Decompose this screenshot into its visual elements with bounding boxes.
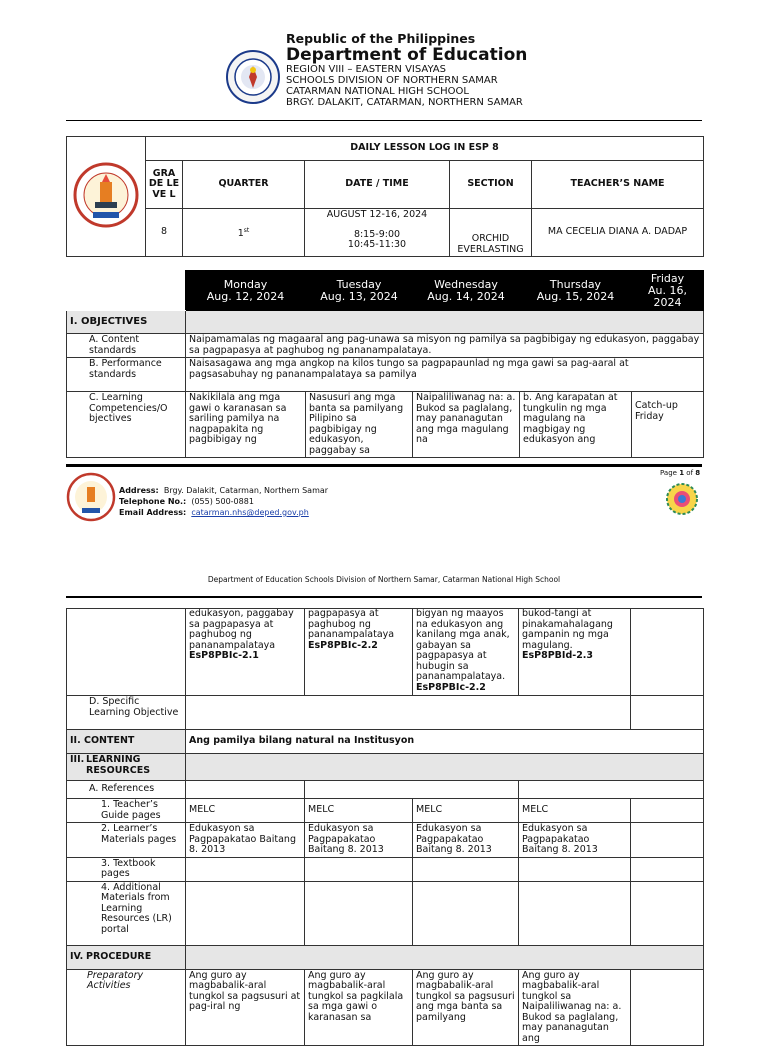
cont-friday — [631, 609, 704, 696]
tb-friday — [631, 857, 704, 881]
tb-wednesday — [413, 857, 519, 881]
competency-monday: Nakikilala ang mga gawi o karanasan sa sariling pamilya na nagpapakita ng pagbibigay ng — [186, 392, 306, 458]
am-thursday — [519, 881, 631, 945]
footer-school-seal-icon — [66, 472, 116, 522]
am-monday — [186, 881, 305, 945]
tb-thursday — [519, 857, 631, 881]
header-line-school: CATARMAN NATIONAL HIGH SCHOOL — [286, 86, 469, 97]
additional-materials-label: 4. Additional Materials from Learning Resources (LR) portal — [67, 881, 186, 945]
matatag-logo-icon — [665, 482, 699, 516]
footer-email: Email Address: catarman.nhs@deped.gov.ph — [119, 508, 309, 517]
tg-thursday: MELC — [519, 799, 631, 823]
log-title: DAILY LESSON LOG IN ESP 8 — [146, 137, 704, 161]
performance-standards-label: B. Performance standards — [67, 358, 186, 392]
cont-tuesday: pagpapasya at paghubog ng pananampalataya EsP8PBIc-2.2 — [305, 609, 413, 696]
date-time-value: AUGUST 12-16, 2024 8:15-9:00 10:45-11:30 — [305, 209, 450, 257]
textbook-label: 3. Textbook pages — [67, 857, 186, 881]
header-line-division: SCHOOLS DIVISION OF NORTHERN SAMAR — [286, 75, 498, 86]
objectives-heading-fill — [186, 311, 704, 334]
objectives-heading: I. OBJECTIVES — [67, 311, 186, 334]
tb-tuesday — [305, 857, 413, 881]
page2-header: Department of Education Schools Division of Northern Samar, Catarman National High School — [207, 575, 561, 584]
grade-value: 8 — [146, 209, 183, 257]
prep-wednesday: Ang guro ay magbabalik-aral tungkol sa pagsusuri ang mga banta sa pamilyang — [413, 969, 519, 1046]
performance-standards-text: Naisasagawa ang mga angkop na kilos tungo sa pagpapaunlad ng mga gawi sa pag-aaral at pagsasabuhay ng pananampalataya sa pamilya — [186, 358, 704, 392]
procedure-fill — [186, 945, 704, 969]
section-value: ORCHID EVERLASTING — [450, 209, 532, 257]
lm-monday: Edukasyon sa Pagpapakatao Baitang 8. 2013 — [186, 823, 305, 858]
days-header-blank — [67, 271, 186, 311]
col-date-time: DATE / TIME — [305, 161, 450, 209]
am-tuesday — [305, 881, 413, 945]
lm-tuesday: Edukasyon sa Pagpapakatao Baitang 8. 2013 — [305, 823, 413, 858]
am-wednesday — [413, 881, 519, 945]
competency-wednesday: Naipaliliwanag na: a. Bukod sa paglalang, may pananagutan ang mga magulang na — [413, 392, 520, 458]
day-wednesday: Wednesday Aug. 14, 2024 — [413, 271, 520, 311]
competency-thursday: b. Ang karapatan at tungkulin ng mga magulang na magbigay ng edukasyon ang — [520, 392, 632, 458]
lesson-plan-table — [66, 608, 704, 1046]
day-tuesday: Tuesday Aug. 13, 2024 — [306, 271, 413, 311]
objectives-table — [66, 270, 704, 458]
page-number: Page 1 of 8 — [660, 469, 701, 477]
tg-monday: MELC — [186, 799, 305, 823]
lm-thursday: Edukasyon sa Pagpapakatao Baitang 8. 2013 — [519, 823, 631, 858]
tb-monday — [186, 857, 305, 881]
cont-wednesday: bigyan ng maayos na edukasyon ang kanilang mga anak, gabayan sa pagpapasya at hubugin sa pananampalataya. EsP8PBIc-2.2 — [413, 609, 519, 696]
deped-seal-icon — [226, 50, 280, 104]
department-title: Department of Education — [286, 45, 528, 65]
learning-resources-heading: III. LEARNING RESOURCES — [67, 754, 186, 781]
day-friday: Friday Au. 16, 2024 — [632, 271, 704, 311]
prep-thursday: Ang guro ay magbabalik-aral tungkol sa Naipaliliwanag na: a. Bukod sa paglalang, may pananagutan ang — [519, 969, 631, 1046]
content-value: Ang pamilya bilang natural na Institusyon — [186, 730, 704, 754]
header-line-address: BRGY. DALAKIT, CATARMAN, NORTHERN SAMAR — [286, 97, 523, 108]
tg-tuesday: MELC — [305, 799, 413, 823]
col-teacher-name: TEACHER’S NAME — [532, 161, 704, 209]
references-monday — [186, 781, 305, 799]
competency-friday: Catch-up Friday — [632, 392, 704, 458]
tg-friday — [631, 799, 704, 823]
content-heading: II. CONTENT — [67, 730, 186, 754]
day-thursday: Thursday Aug. 15, 2024 — [520, 271, 632, 311]
col-grade-level: GRA DE LEVE L — [146, 161, 183, 209]
col-section: SECTION — [450, 161, 532, 209]
info-table — [66, 136, 704, 257]
footer-address: Address: Brgy. Dalakit, Catarman, Northern Samar — [119, 486, 329, 495]
col-quarter: QUARTER — [183, 161, 305, 209]
content-standards-label: A. Content standards — [67, 334, 186, 358]
school-seal-icon — [73, 162, 139, 228]
references-label: A. References — [67, 781, 186, 799]
prep-tuesday: Ang guro ay magbabalik-aral tungkol sa pagkilala sa mga gawi o karanasan sa — [305, 969, 413, 1046]
specific-objective-value — [186, 696, 631, 730]
email-link[interactable]: catarman.nhs@deped.gov.ph — [191, 508, 309, 517]
footer-phone: Telephone No.: (055) 500-0881 — [119, 497, 254, 506]
tg-wednesday: MELC — [413, 799, 519, 823]
lm-friday — [631, 823, 704, 858]
header-line-region: REGION VIII – EASTERN VISAYAS — [286, 64, 446, 75]
teacher-value: MA CECELIA DIANA A. DADAP — [532, 209, 704, 257]
footer-divider — [66, 464, 702, 467]
learners-materials-label: 2. Learner’s Materials pages — [67, 823, 186, 858]
continuation-label — [67, 609, 186, 696]
preparatory-label: Preparatory Activities — [67, 969, 186, 1046]
procedure-heading: IV. PROCEDURE — [67, 945, 186, 969]
competency-tuesday: Nasusuri ang mga banta sa pamilyang Pilipino sa pagbibigay ng edukasyon, paggabay sa — [306, 392, 413, 458]
quarter-value: 1st — [183, 209, 305, 257]
day-monday: Monday Aug. 12, 2024 — [186, 271, 306, 311]
prep-monday: Ang guro ay magbabalik-aral tungkol sa pagsusuri at pag-iral ng — [186, 969, 305, 1046]
specific-objective-friday — [631, 696, 704, 730]
header-divider — [66, 120, 702, 121]
references-thu-fri — [519, 781, 704, 799]
competencies-label: C. Learning Competencies/O bjectives — [67, 392, 186, 458]
am-friday — [631, 881, 704, 945]
cont-thursday: bukod-tangi at pinakamahalagang gampanin ng mga magulang. EsP8PBId-2.3 — [519, 609, 631, 696]
cont-monday: edukasyon, paggabay sa pagpapasya at paghubog ng pananampalataya EsP8PBIc-2.1 — [186, 609, 305, 696]
lm-wednesday: Edukasyon sa Pagpapakatao Baitang 8. 2013 — [413, 823, 519, 858]
teachers-guide-label: 1. Teacher’s Guide pages — [67, 799, 186, 823]
learning-resources-fill — [186, 754, 704, 781]
prep-friday — [631, 969, 704, 1046]
republic-line: Republic of the Philippines — [286, 31, 476, 46]
page2-divider — [66, 596, 702, 598]
specific-objective-label: D. Specific Learning Objective — [67, 696, 186, 730]
content-standards-text: Naipamamalas ng magaaral ang pag-unawa sa misyon ng pamilya sa pagbibigay ng edukasyon, paggabay sa pagpapasya at paghubog ng pananampalataya. — [186, 334, 704, 358]
references-tue-wed — [305, 781, 519, 799]
